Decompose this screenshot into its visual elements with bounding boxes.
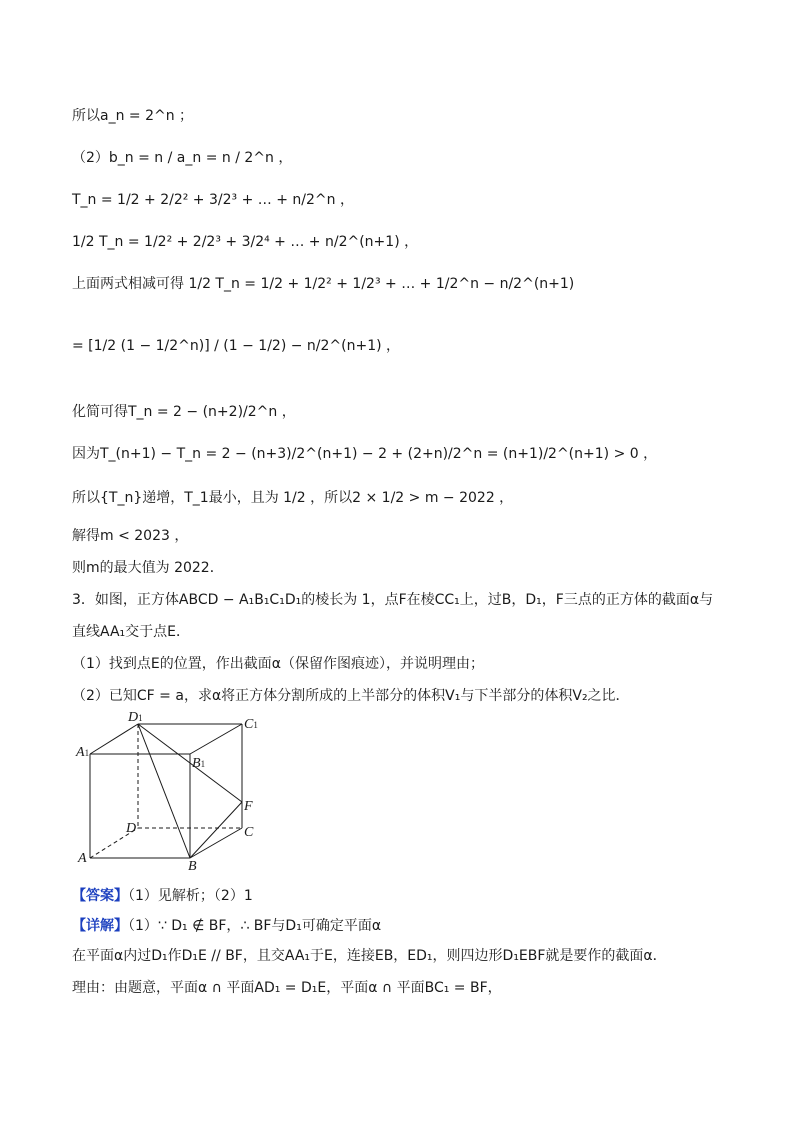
label-a1: A1 <box>76 745 90 760</box>
label-f: F <box>244 799 253 814</box>
problem-3-statement: 3．如图，正方体ABCD − A₁B₁C₁D₁的棱长为 1，点F在棱CC₁上，过B，D₁，F三点的正方体的截面α与 <box>72 592 714 608</box>
detail-line-1 <box>72 916 381 936</box>
text-line-solve: 解得m < 2023 ， <box>72 528 189 544</box>
label-c: C <box>244 825 254 840</box>
answer-line <box>72 886 253 906</box>
detail-line-2: 在平面α内过D₁作D₁E // BF，且交AA₁于E，连接EB，ED₁，则四边形D₁EBF就是要作的截面α． <box>72 948 667 964</box>
cube-figure <box>72 712 272 872</box>
text-line-tn: T_n = 1/2 + 2/2² + 3/2³ + … + n/2^n ， <box>72 192 354 208</box>
text-line-monotone: 因为T_(n+1) − T_n = 2 − (n+3)/2^(n+1) − 2 + (2+n)/2^n = (n+1)/2^(n+1) > 0 ， <box>72 446 658 462</box>
label-b: B <box>188 859 197 872</box>
edge-b1-c1 <box>190 724 242 754</box>
text-line-geometric-sum: = [1/2 (1 − 1/2^n)] / (1 − 1/2) − n/2^(n+1) ， <box>72 338 401 354</box>
text-line-simplify: 化简可得T_n = 2 − (n+2)/2^n ， <box>72 404 296 420</box>
problem-3-part-2: （2）已知CF = a，求α将正方体分割所成的上半部分的体积V₁与下半部分的体积V₂之比． <box>72 688 630 704</box>
label-d1: D1 <box>128 712 143 725</box>
detail-line-3: 理由：由题意，平面α ∩ 平面AD₁ = D₁E，平面α ∩ 平面BC₁ = BF， <box>72 980 502 996</box>
label-d: D <box>126 821 137 836</box>
label-b1: B1 <box>192 756 206 771</box>
answer-text: （1）见解析；（2）1 <box>128 888 253 904</box>
text-line-increasing: 所以{T_n}递增，T_1最小，且为 1/2 ，所以2 × 1/2 > m − 2022 ， <box>72 490 514 506</box>
edge-a1-d1 <box>90 724 138 754</box>
problem-3-statement-cont: 直线AA₁交于点E． <box>72 624 191 640</box>
text-line-max: 则m的最大值为 2022． <box>72 560 224 576</box>
text-line-an: 所以a_n = 2^n ； <box>72 108 194 124</box>
detail-tag: 【详解】 <box>72 918 128 934</box>
edge-b-c <box>190 828 242 858</box>
segment-b-f <box>190 802 242 858</box>
text-line-bn: （2）b_n = n / a_n = n / 2^n ， <box>72 150 293 166</box>
detail-text-1: （1）∵ D₁ ∉ BF，∴ BF与D₁可确定平面α <box>128 918 382 934</box>
answer-tag: 【答案】 <box>72 888 128 904</box>
text-line-subtract: 上面两式相减可得 1/2 T_n = 1/2 + 1/2² + 1/2³ + … + 1/2^n − n/2^(n+1) <box>72 276 575 292</box>
label-c1: C1 <box>244 717 258 732</box>
problem-3-part-1: （1）找到点E的位置，作出截面α（保留作图痕迹），并说明理由； <box>72 656 484 672</box>
label-a: A <box>78 851 87 866</box>
text-line-half-tn: 1/2 T_n = 1/2² + 2/2³ + 3/2⁴ + … + n/2^(n+1) ， <box>72 234 419 250</box>
